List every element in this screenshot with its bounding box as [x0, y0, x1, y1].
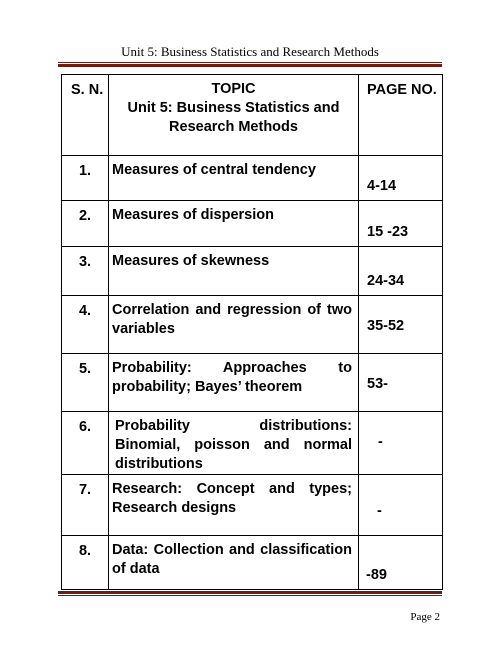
header-rule-thick	[58, 64, 442, 67]
row-sn: 2.	[62, 201, 109, 247]
row-page: 24-34	[359, 247, 443, 296]
contents-table	[61, 74, 443, 590]
row-page: -89	[359, 536, 443, 590]
row-topic: Measures of skewness	[109, 247, 359, 296]
footer-rule-thin	[58, 595, 442, 596]
table-row	[62, 475, 443, 536]
row-sn: 6.	[62, 412, 109, 475]
row-topic: Measures of central tendency	[109, 156, 359, 201]
column-header-page: PAGE NO.	[359, 75, 443, 156]
row-topic: Measures of dispersion	[109, 201, 359, 247]
row-sn: 3.	[62, 247, 109, 296]
topic-header-unit-line1: Unit 5: Business Statistics and	[127, 100, 340, 116]
row-topic: Correlation and regression of two variables	[109, 296, 359, 354]
row-page: -	[359, 475, 443, 536]
running-header-title: Unit 5: Business Statistics and Research Methods	[121, 44, 379, 59]
table-header-row	[62, 75, 443, 156]
row-sn: 7.	[62, 475, 109, 536]
table-row	[62, 536, 443, 590]
row-sn: 1.	[62, 156, 109, 201]
row-sn: 5.	[62, 354, 109, 412]
table-row	[62, 354, 443, 412]
row-sn: 8.	[62, 536, 109, 590]
column-header-topic	[109, 75, 359, 156]
row-page: 4-14	[359, 156, 443, 201]
table-row	[62, 201, 443, 247]
table-row	[62, 156, 443, 201]
row-page: 15 -23	[359, 201, 443, 247]
table-row	[62, 247, 443, 296]
row-topic: Research: Concept and types; Research designs	[109, 475, 359, 536]
table-row	[62, 296, 443, 354]
topic-header-label: TOPIC	[211, 81, 256, 97]
row-page: 53-	[359, 354, 443, 412]
row-topic: Data: Collection and classification of data	[109, 536, 359, 590]
column-header-sn: S. N.	[62, 75, 109, 156]
topic-header-unit-line2: Research Methods	[169, 119, 298, 135]
row-page: 35-52	[359, 296, 443, 354]
row-topic: Probability distributions: Binomial, poisson and normal distributions	[109, 412, 359, 475]
page-number: Page 2	[410, 611, 440, 623]
header-rule-thin	[58, 62, 442, 63]
row-topic: Probability: Approaches to probability; Bayes’ theorem	[109, 354, 359, 412]
row-sn: 4.	[62, 296, 109, 354]
table-row	[62, 412, 443, 475]
footer-rule-thick	[58, 591, 442, 594]
row-page: -	[359, 412, 443, 475]
